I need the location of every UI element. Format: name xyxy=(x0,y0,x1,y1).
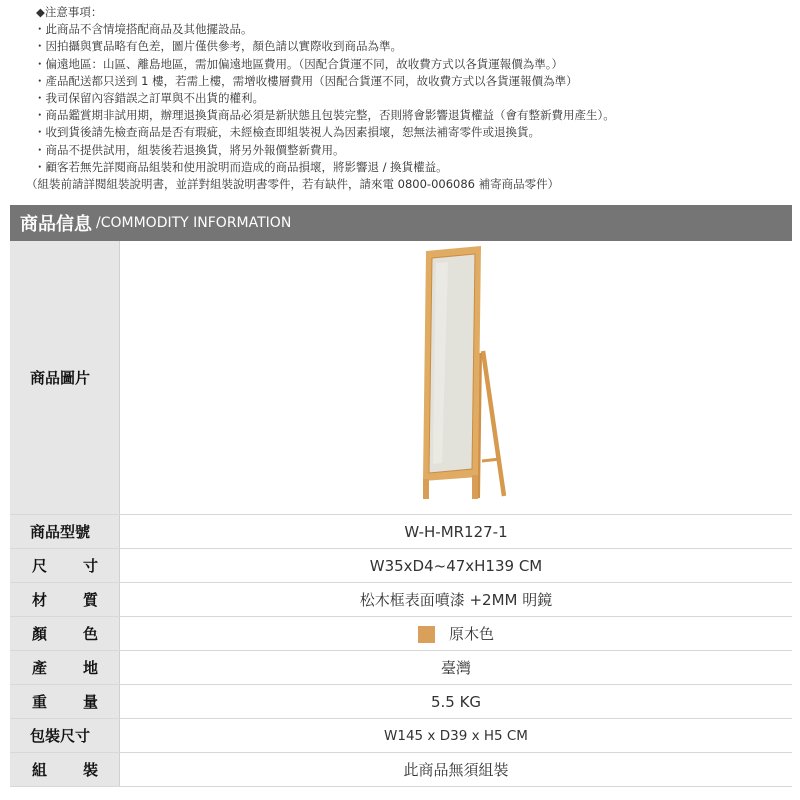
header-title-zh: 商品信息 xyxy=(20,214,92,235)
notice-line: ・產品配送都只送到 1 樓，若需上樓，需增收樓層費用（因配合貨運不同，故收費方式以各貨運報價為準） xyxy=(34,73,578,88)
image-row xyxy=(10,241,792,515)
product-image xyxy=(120,243,792,513)
value-size: W35xD4~47xH139 CM xyxy=(120,549,793,583)
notice-line: ・因拍攝與實品略有色差，圖片僅供參考，顏色請以實際收到商品為準。 xyxy=(34,39,402,54)
label-origin-1: 產 xyxy=(32,659,48,677)
notice-line: ・收到貨後請先檢查商品是否有瑕疵，未經檢查即組裝視人為因素損壞，恕無法補寄零件或退換貨。 xyxy=(34,125,540,140)
spec-table xyxy=(10,241,792,787)
label-weight-1: 重 xyxy=(32,693,48,711)
label-package: 包裝尺寸 xyxy=(30,727,91,745)
spec-row-color xyxy=(10,617,792,651)
spec-row-assembly xyxy=(10,753,792,787)
commodity-info-header xyxy=(10,205,792,241)
header-title-en: /COMMODITY INFORMATION xyxy=(96,215,292,231)
label-assembly-1: 組 xyxy=(32,761,48,779)
value-material: 松木框表面噴漆 +2MM 明鏡 xyxy=(120,583,793,617)
value-weight: 5.5 KG xyxy=(120,685,793,719)
notice-line: ・商品鑑賞期非試用期，辦理退換貨商品必須是新狀態且包裝完整，否則將會影響退貨權益（會有整新費用產生）。 xyxy=(34,108,615,123)
notice-line: ・此商品不含情境搭配商品及其他擺設品。 xyxy=(34,22,253,37)
value-color: 原木色 xyxy=(448,625,494,643)
color-swatch xyxy=(418,626,435,643)
spec-row-origin xyxy=(10,651,792,685)
notice-line: ・顧客若無先詳閱商品組裝和使用說明而造成的商品損壞，將影響退 / 換貨權益。 xyxy=(34,159,448,174)
label-assembly-2: 裝 xyxy=(82,761,98,779)
spec-row-package xyxy=(10,719,792,753)
label-material-1: 材 xyxy=(32,591,48,609)
label-origin-2: 地 xyxy=(82,659,98,677)
notice-title: ◆注意事項： xyxy=(36,5,103,19)
notice-line: ・商品不提供試用，組裝後若退換貨，將另外報價整新費用。 xyxy=(34,142,345,157)
label-size-1: 尺 xyxy=(32,557,48,575)
image-row-label: 商品圖片 xyxy=(30,369,91,387)
notice-footnote: （組裝前請詳閱組裝說明書，並詳對組裝說明書零件，若有缺件，請來電 0800-006086 補寄商品零件） xyxy=(26,177,560,192)
notice-line: ・偏遠地區：山區、離島地區，需加偏遠地區費用。（因配合貨運不同，故收費方式以各貨運報價為準。） xyxy=(34,56,563,71)
spec-row-material xyxy=(10,583,792,617)
spec-row-model xyxy=(10,515,792,549)
value-model: W-H-MR127-1 xyxy=(120,515,793,549)
label-size-2: 寸 xyxy=(82,557,98,575)
notice-section xyxy=(22,4,782,193)
label-model: 商品型號 xyxy=(30,523,91,541)
value-package: W145 x D39 x H5 CM xyxy=(120,719,793,753)
notice-line: ・我司保留內容錯誤之訂單與不出貨的權利。 xyxy=(34,91,264,106)
label-weight-2: 量 xyxy=(82,693,98,711)
standing-mirror-image xyxy=(396,243,516,513)
label-color-2: 色 xyxy=(82,625,98,643)
spec-row-weight xyxy=(10,685,792,719)
label-color-1: 顏 xyxy=(32,625,48,643)
label-material-2: 質 xyxy=(82,591,98,609)
spec-row-size xyxy=(10,549,792,583)
value-assembly: 此商品無須組裝 xyxy=(120,753,793,787)
value-origin: 臺灣 xyxy=(120,651,793,685)
